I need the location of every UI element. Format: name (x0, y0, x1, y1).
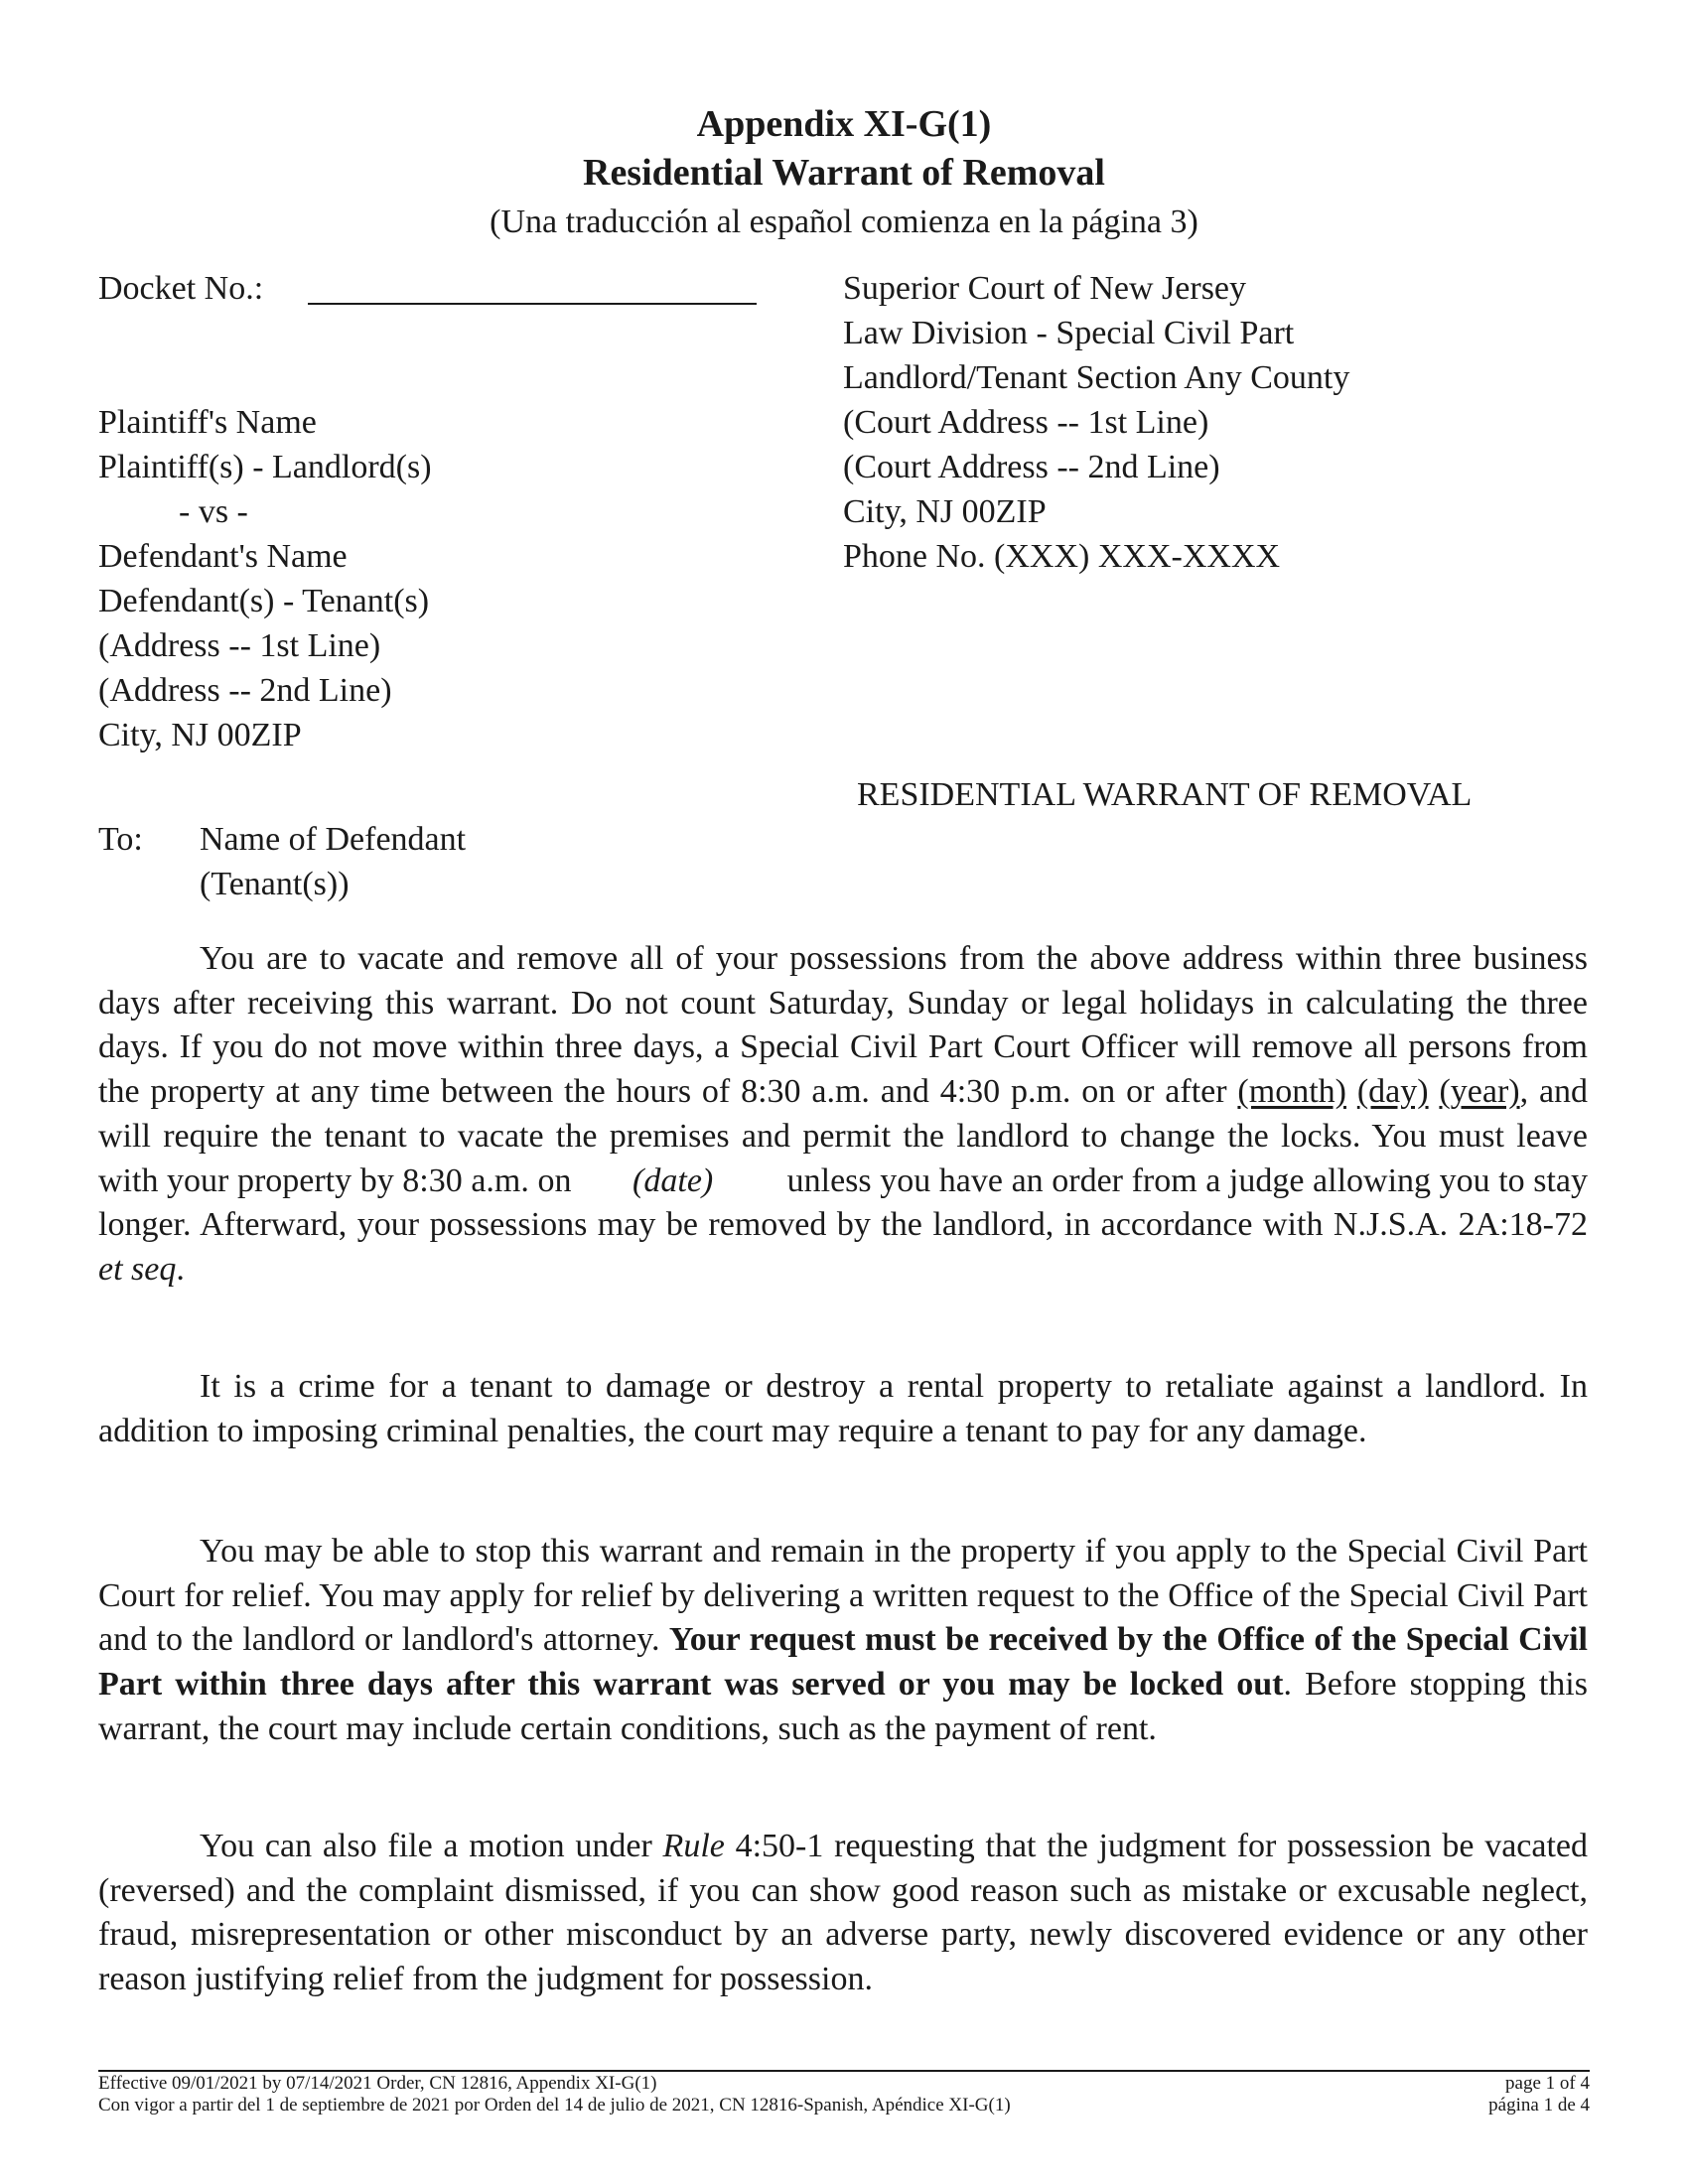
p1-text-a: You are to vacate and remove all of your possessions from the above address within three business days after receiving this warrant. Do not count Saturday, Sunday or legal holidays in calculating the three days. If you do not move within three days, a Special Civil Part Court Officer will remove all persons from the property at any time between the hours of 8:30 a.m. and 4:30 p.m. on or after (98, 940, 1588, 1111)
footer-page-number-spanish: página 1 de 4 (1488, 2095, 1590, 2116)
defendant-name: Defendant's Name (98, 538, 348, 575)
p1-text-c: unless you have an order from a judge allowing you to stay longer. Afterward, your possessions may be removed by the landlord, in accordance with N.J.S.A. 2A:18-72 (98, 1161, 1588, 1244)
defendant-address-1: (Address -- 1st Line) (98, 627, 381, 664)
et-seq: et seq (98, 1250, 177, 1288)
court-city: City, NJ 00ZIP (843, 493, 1047, 530)
to-label: To: (98, 821, 143, 858)
court-name: Superior Court of New Jersey (843, 270, 1247, 307)
p1-text-end: . (176, 1250, 185, 1288)
court-division: Law Division - Special Civil Part (843, 315, 1295, 351)
footer-effective-spanish: Con vigor a partir del 1 de septiembre de 2021 por Orden del 14 de julio de 2021, CN 12816-Spanish, Apéndice XI-G(1) (98, 2095, 1011, 2116)
paragraph-stop-warrant (98, 1530, 1588, 1752)
footer-page-number: page 1 of 4 (1505, 2073, 1590, 2094)
to-defendant-name: Name of Defendant (200, 821, 467, 858)
docket-label: Docket No.: (98, 270, 264, 307)
defendant-city: City, NJ 00ZIP (98, 717, 302, 753)
court-address-2: (Court Address -- 2nd Line) (843, 449, 1220, 485)
to-defendant-role: (Tenant(s)) (200, 866, 350, 902)
court-block (843, 266, 1349, 579)
footer-effective: Effective 09/01/2021 by 07/14/2021 Order, CN 12816, Appendix XI-G(1) (98, 2073, 657, 2094)
to-recipient (200, 817, 466, 906)
p3-text-a: You may be able to stop this warrant and remain in the property if you apply to the Special Civil Part Court for relief. You may apply for relief by delivering a written request to the Office of the Special Civil Part and to the landlord or landlord's attorney. (98, 1533, 1588, 1659)
p3-deadline-bold: Your request must be received by the Office of the Special Civil Part within three days after this warrant was served or you may be locked out (98, 1621, 1588, 1704)
court-address-1: (Court Address -- 1st Line) (843, 404, 1209, 441)
p1-text-b: , and will require the tenant to vacate the premises and permit the landlord to change the locks. You must leave with your property by 8:30 a.m. on (98, 1073, 1589, 1199)
parties-block (98, 400, 432, 757)
defendant-address-2: (Address -- 2nd Line) (98, 672, 392, 709)
versus: - vs - (179, 493, 248, 530)
plaintiff-name: Plaintiff's Name (98, 404, 317, 441)
form-title: Residential Warrant of Removal (583, 152, 1105, 194)
defendant-role: Defendant(s) - Tenant(s) (98, 583, 430, 619)
document-heading: RESIDENTIAL WARRANT OF REMOVAL (857, 776, 1473, 813)
docket-number-line[interactable] (308, 303, 757, 305)
month-blank: (month) (1237, 1073, 1346, 1111)
paragraph-crime (98, 1365, 1588, 1453)
date-blank: (date) (633, 1161, 714, 1199)
plaintiff-role: Plaintiff(s) - Landlord(s) (98, 449, 432, 485)
day-blank: (day) (1356, 1073, 1429, 1111)
footer-divider (98, 2070, 1590, 2072)
year-blank: (year) (1439, 1073, 1520, 1111)
court-section: Landlord/Tenant Section Any County (843, 359, 1350, 396)
paragraph-motion (98, 1825, 1588, 2002)
p3-text-b: . Before stopping this warrant, the court may include certain conditions, such as the payment of rent. (98, 1666, 1588, 1747)
paragraph-vacate (98, 937, 1588, 1293)
translation-note: (Una traducción al español comienza en la página 3) (490, 204, 1198, 240)
p4-text-a: You can also file a motion under (200, 1828, 663, 1864)
appendix-title: Appendix XI-G(1) (696, 103, 992, 145)
p2-text: It is a crime for a tenant to damage or destroy a rental property to retaliate against a landlord. In addition to imposing criminal penalties, the court may require a tenant to pay for any damage. (98, 1368, 1588, 1449)
p4-text-b: 4:50-1 requesting that the judgment for possession be vacated (reversed) and the complaint dismissed, if you can show good reason such as mistake or excusable neglect, fraud, misrepresentation or other misconduct by an adverse party, newly discovered evidence or any other reason justifying relief from the judgment for possession. (98, 1828, 1589, 1998)
court-phone: Phone No. (XXX) XXX-XXXX (843, 538, 1281, 575)
rule-citation: Rule (662, 1828, 725, 1864)
